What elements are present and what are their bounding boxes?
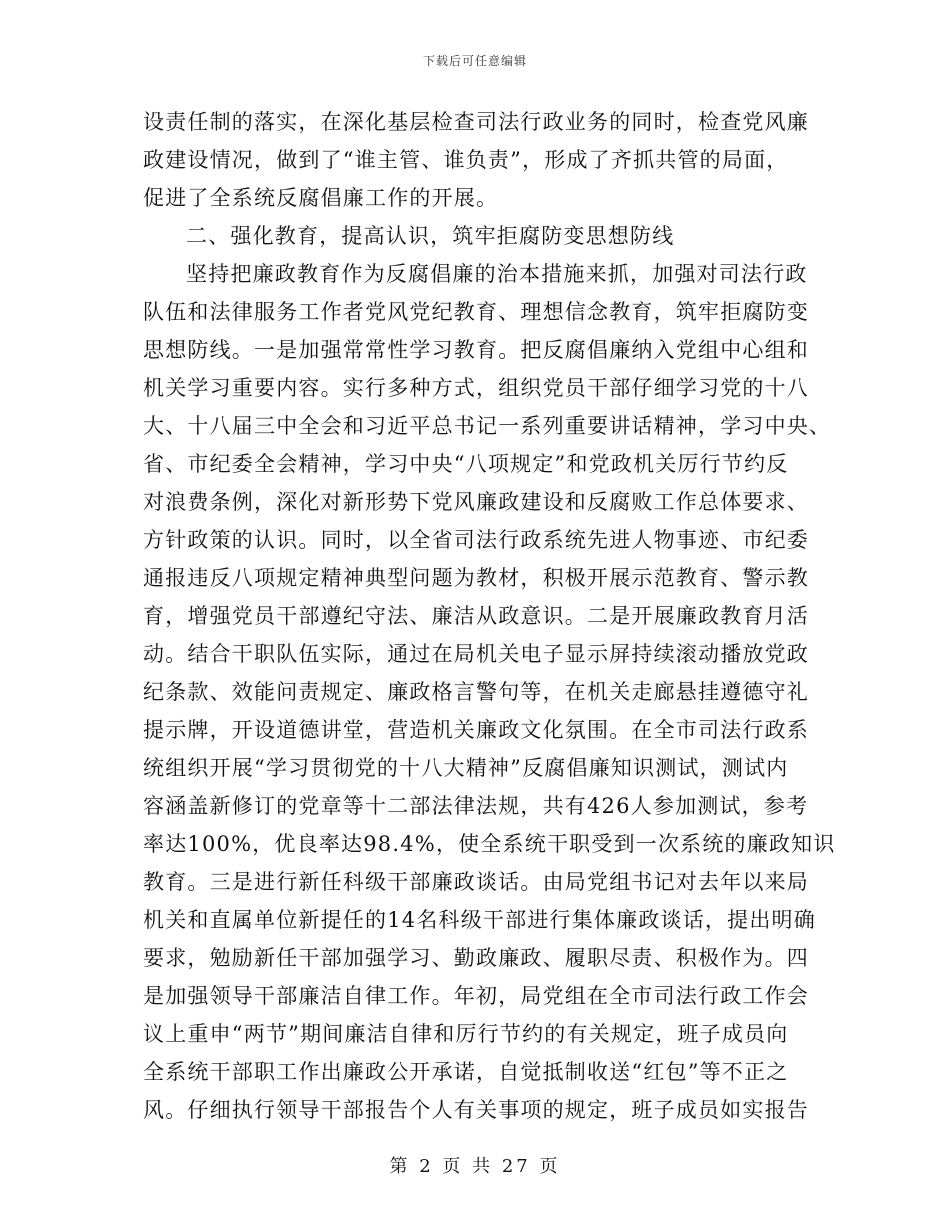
text-line: 要求，勉励新任干部加强学习、勤政廉政、履职尽责、积极作为。四 (143, 946, 809, 970)
text-line: 议上重申“两节”期间廉洁自律和厉行节约的有关规定，班子成员向 (143, 1022, 789, 1046)
text-line: 提示牌，开设道德讲堂，营造机关廉政文化氛围。在全市司法行政系 (143, 718, 809, 742)
text-line: 育，增强党员干部遵纪守法、廉洁从政意识。二是开展廉政教育月活 (143, 604, 809, 628)
text-line: 统组织开展“学习贯彻党的十八大精神”反腐倡廉知识测试，测试内 (143, 756, 789, 780)
text-line: 率达100%，优良率达98.4%，使全系统干职受到一次系统的廉政知识 (143, 832, 836, 856)
text-line: 设责任制的落实，在深化基层检查司法行政业务的同时，检查党风廉 (143, 110, 809, 134)
text-line: 省、市纪委全会精神，学习中央“八项规定”和党政机关厉行节约反 (143, 452, 789, 476)
header-note: 下载后可任意编辑 (422, 54, 527, 68)
text-line: 对浪费条例，深化对新形势下党风廉政建设和反腐败工作总体要求、 (143, 490, 809, 514)
section-heading: 二、强化教育，提高认识，筑牢拒腐防变思想防线 (186, 224, 675, 248)
body-text (143, 103, 836, 1129)
text-line: 容涵盖新修订的党章等十二部法律法规，共有426人参加测试，参考 (143, 794, 809, 818)
text-line: 风。仔细执行领导干部报告个人有关事项的规定，班子成员如实报告 (143, 1098, 809, 1122)
text-line: 队伍和法律服务工作者党风党纪教育、理想信念教育，筑牢拒腐防变 (143, 300, 809, 324)
text-line: 全系统干部职工作出廉政公开承诺，自觉抵制收送“红包”等不正之 (143, 1060, 789, 1084)
text-line: 方针政策的认识。同时，以全省司法行政系统先进人物事迹、市纪委 (143, 528, 809, 552)
text-line: 通报违反八项规定精神典型问题为教材，积极开展示范教育、警示教 (143, 566, 809, 590)
text-line: 是加强领导干部廉洁自律工作。年初，局党组在全市司法行政工作会 (143, 984, 809, 1008)
text-line: 大、十八届三中全会和习近平总书记一系列重要讲话精神，学习中央、 (143, 414, 832, 438)
text-line: 机关和直属单位新提任的14名科级干部进行集体廉政谈话，提出明确 (143, 908, 816, 932)
text-line: 思想防线。一是加强常常性学习教育。把反腐倡廉纳入党组中心组和 (143, 338, 809, 362)
text-line: 政建设情况，做到了“谁主管、谁负责”，形成了齐抓共管的局面， (143, 148, 789, 172)
page-number-footer: 第 2 页 共 27 页 (389, 1156, 561, 1177)
text-line: 动。结合干职队伍实际，通过在局机关电子显示屏持续滚动播放党政 (143, 642, 809, 666)
text-line: 教育。三是进行新任科级干部廉政谈话。由局党组书记对去年以来局 (143, 870, 809, 894)
text-line: 促进了全系统反腐倡廉工作的开展。 (143, 186, 499, 210)
text-line: 机关学习重要内容。实行多种方式，组织党员干部仔细学习党的十八 (143, 376, 809, 400)
text-line: 纪条款、效能问责规定、廉政格言警句等，在机关走廊悬挂遵德守礼 (143, 680, 809, 704)
text-line: 坚持把廉政教育作为反腐倡廉的治本措施来抓，加强对司法行政 (186, 262, 808, 286)
